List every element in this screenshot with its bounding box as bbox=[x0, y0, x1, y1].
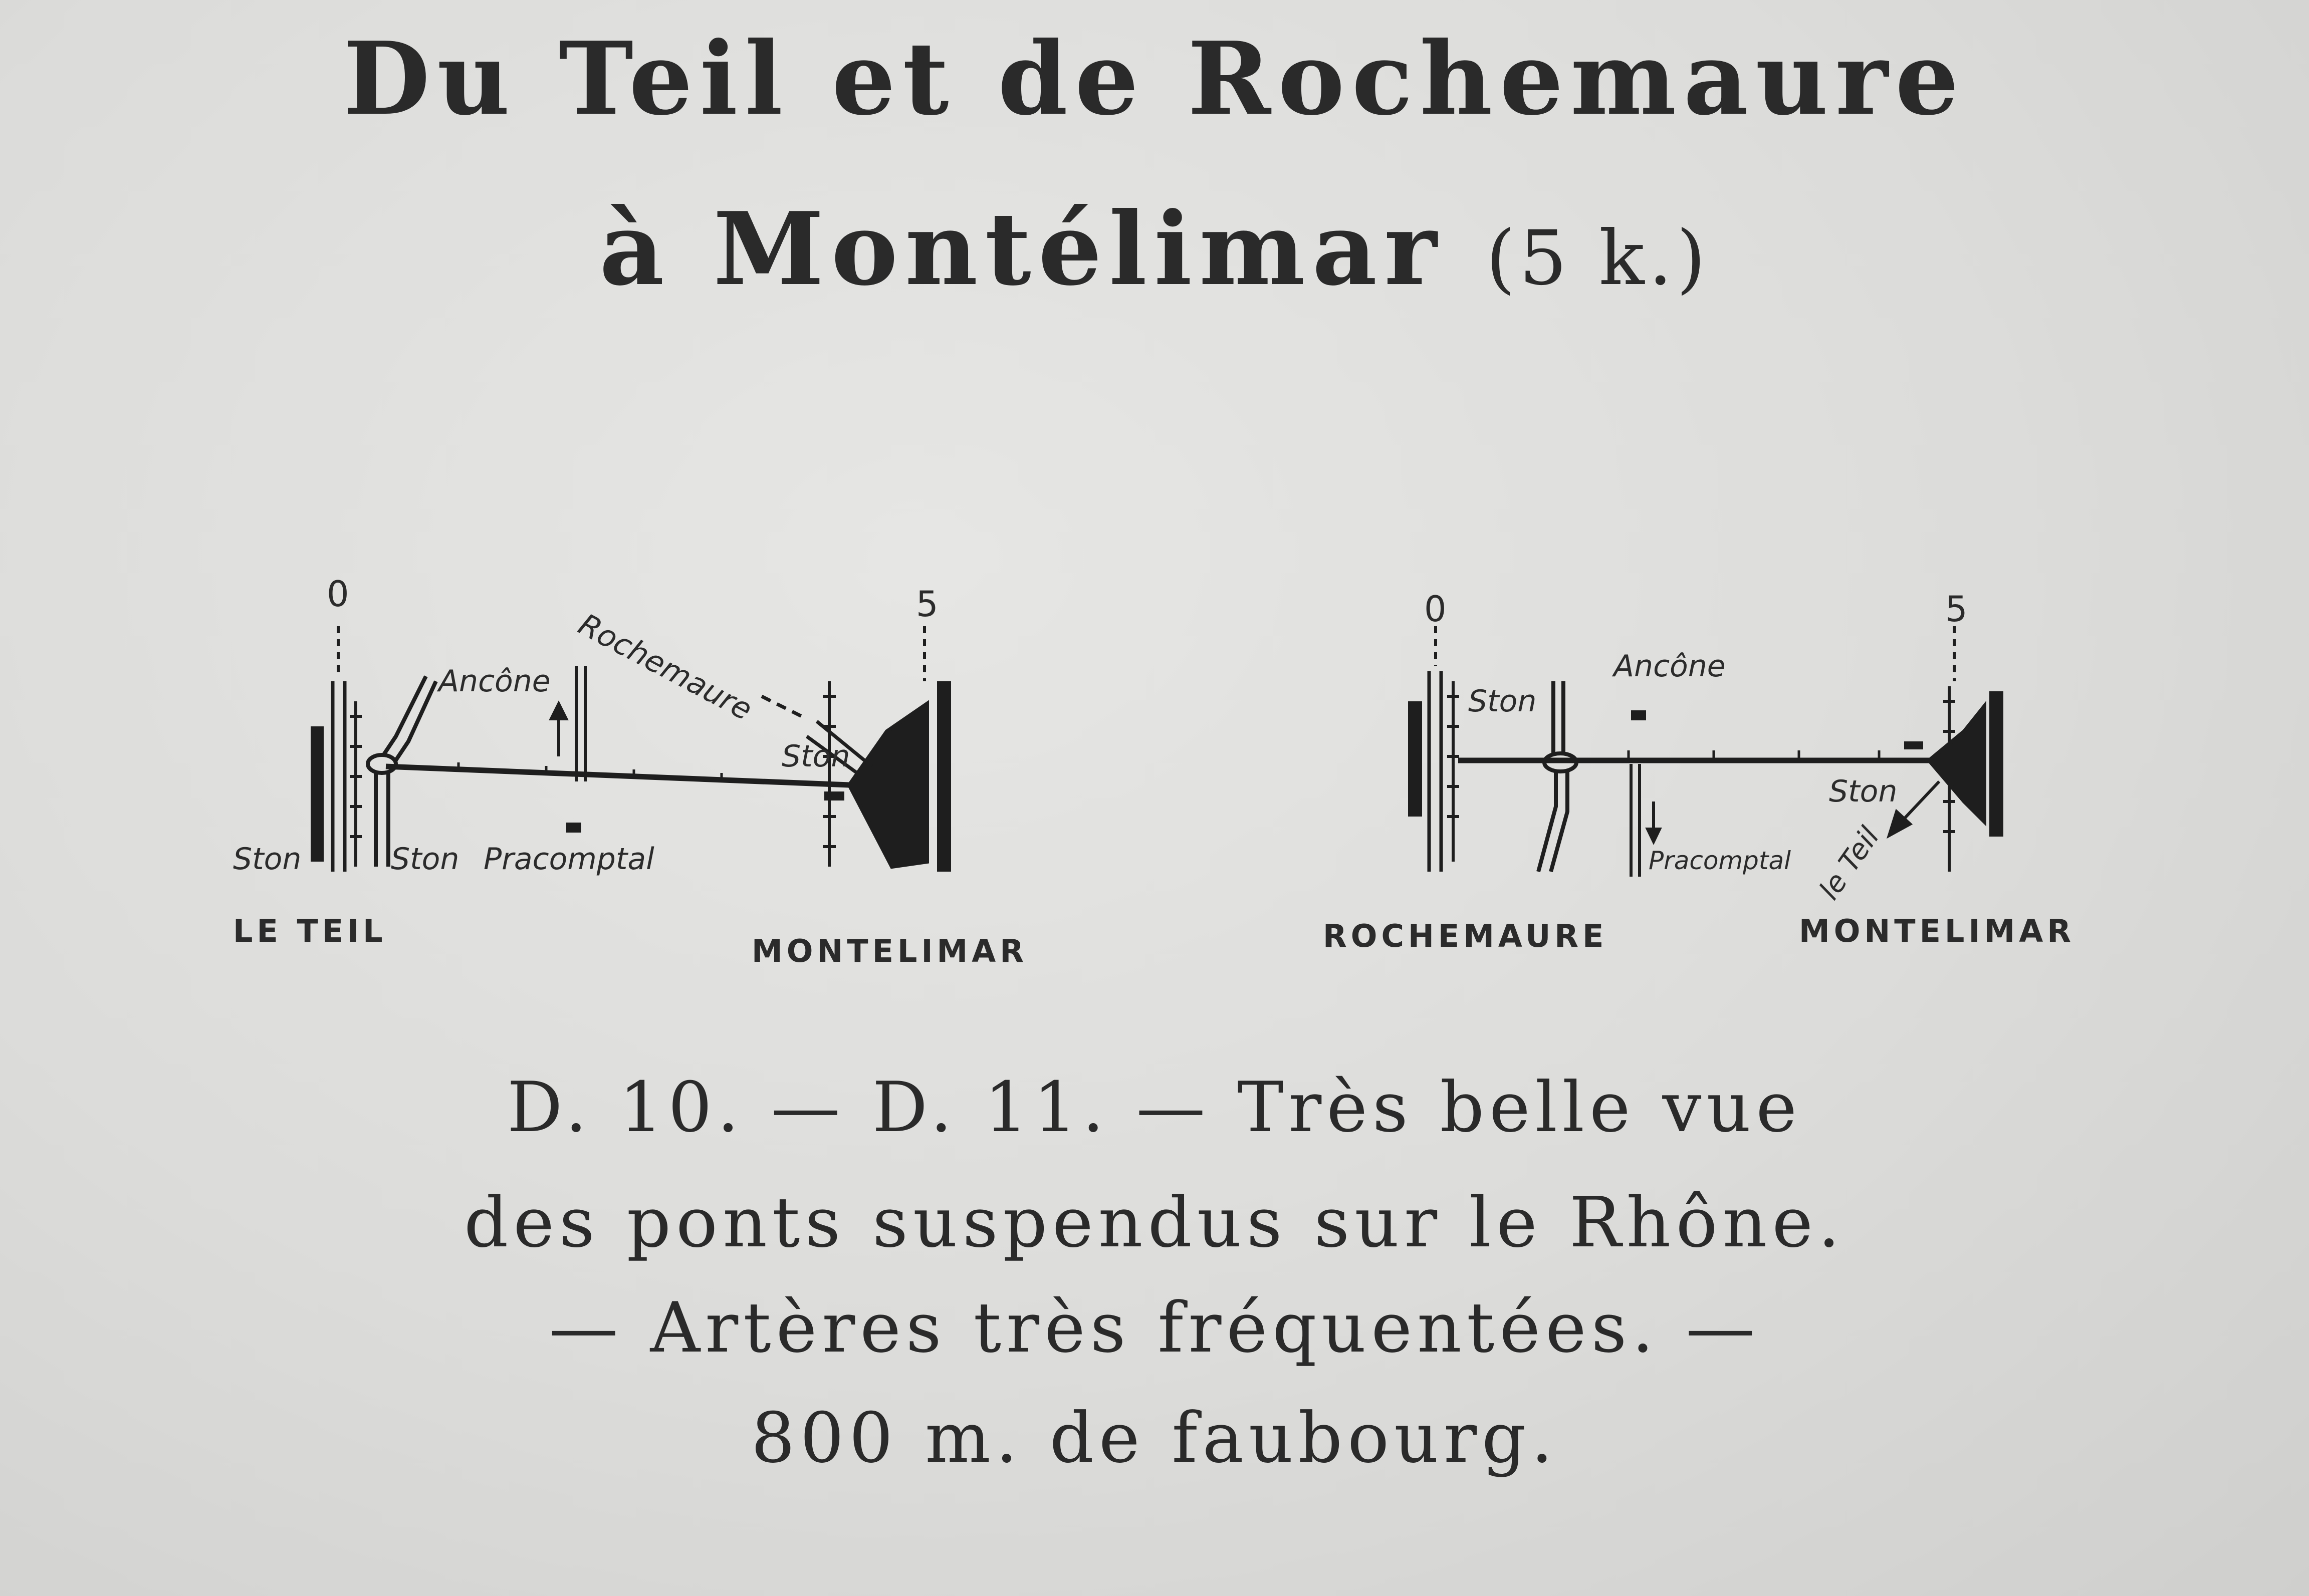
side-road-left bbox=[576, 666, 585, 781]
route-map-rochemaure bbox=[1303, 591, 2105, 992]
label-ancone-left: Ancône bbox=[438, 664, 551, 699]
railway-montelimar-left bbox=[823, 681, 836, 867]
km-end-left: 5 bbox=[916, 584, 939, 625]
river-rhone-rochemaure bbox=[1408, 626, 1441, 872]
river-rhone-left bbox=[311, 626, 345, 872]
km-end-right: 5 bbox=[1945, 589, 1968, 630]
station-montelimar-marker-left bbox=[824, 791, 844, 801]
railway-left bbox=[350, 701, 362, 867]
town-montelimar-right: MONTELIMAR bbox=[1799, 913, 2075, 949]
description-line4: 800 m. de faubourg. bbox=[751, 1398, 1558, 1478]
arrow-ancone bbox=[551, 704, 566, 756]
town-montelimar-left: MONTELIMAR bbox=[752, 933, 1028, 969]
title-destination: à Montélimar bbox=[599, 190, 1444, 308]
montelimar-town-left bbox=[849, 626, 951, 872]
label-station-pont: Ston bbox=[391, 842, 459, 877]
label-station-rochemaure: Ston bbox=[1468, 684, 1537, 719]
description-line1: D. 10. — D. 11. — Très belle vue bbox=[507, 1067, 1802, 1148]
label-station-montelimar-left: Ston bbox=[782, 739, 850, 774]
station-montelimar-marker-right bbox=[1904, 741, 1923, 749]
label-station-montelimar-right: Ston bbox=[1829, 774, 1898, 809]
label-pracomptal-right: Pracomptal bbox=[1649, 846, 1791, 875]
railway-rochemaure bbox=[1447, 681, 1459, 862]
route-line-left bbox=[386, 766, 849, 785]
km-start-right: 0 bbox=[1424, 589, 1447, 630]
montelimar-town-right bbox=[1929, 626, 2003, 837]
description-line2: des ponts suspendus sur le Rhône. bbox=[464, 1182, 1845, 1263]
route-map-le-teil bbox=[215, 566, 1067, 992]
ancone-marker-right bbox=[1631, 710, 1646, 720]
km-start-left: 0 bbox=[327, 574, 349, 615]
town-le-teil: LE TEIL bbox=[233, 913, 387, 949]
page-title-line1: Du Teil et de Rochemaure bbox=[343, 20, 1966, 138]
bridge-le-teil bbox=[368, 676, 436, 867]
title-distance: (5 k.) bbox=[1486, 215, 1710, 302]
description-line3: — Artères très fréquentées. — bbox=[549, 1287, 1760, 1368]
page-title-line2 bbox=[0, 190, 2309, 308]
label-le-teil-right: le Teil bbox=[1813, 821, 1886, 906]
label-rochemaure-left: Rochemaure bbox=[572, 607, 758, 728]
town-rochemaure: ROCHEMAURE bbox=[1323, 918, 1608, 954]
label-station-le-teil: Ston bbox=[233, 842, 302, 877]
label-pracomptal-left: Pracomptal bbox=[484, 842, 654, 877]
bridge-rochemaure bbox=[1538, 681, 1576, 872]
label-ancone-right: Ancône bbox=[1613, 649, 1726, 684]
pracomptal-marker bbox=[566, 823, 581, 833]
